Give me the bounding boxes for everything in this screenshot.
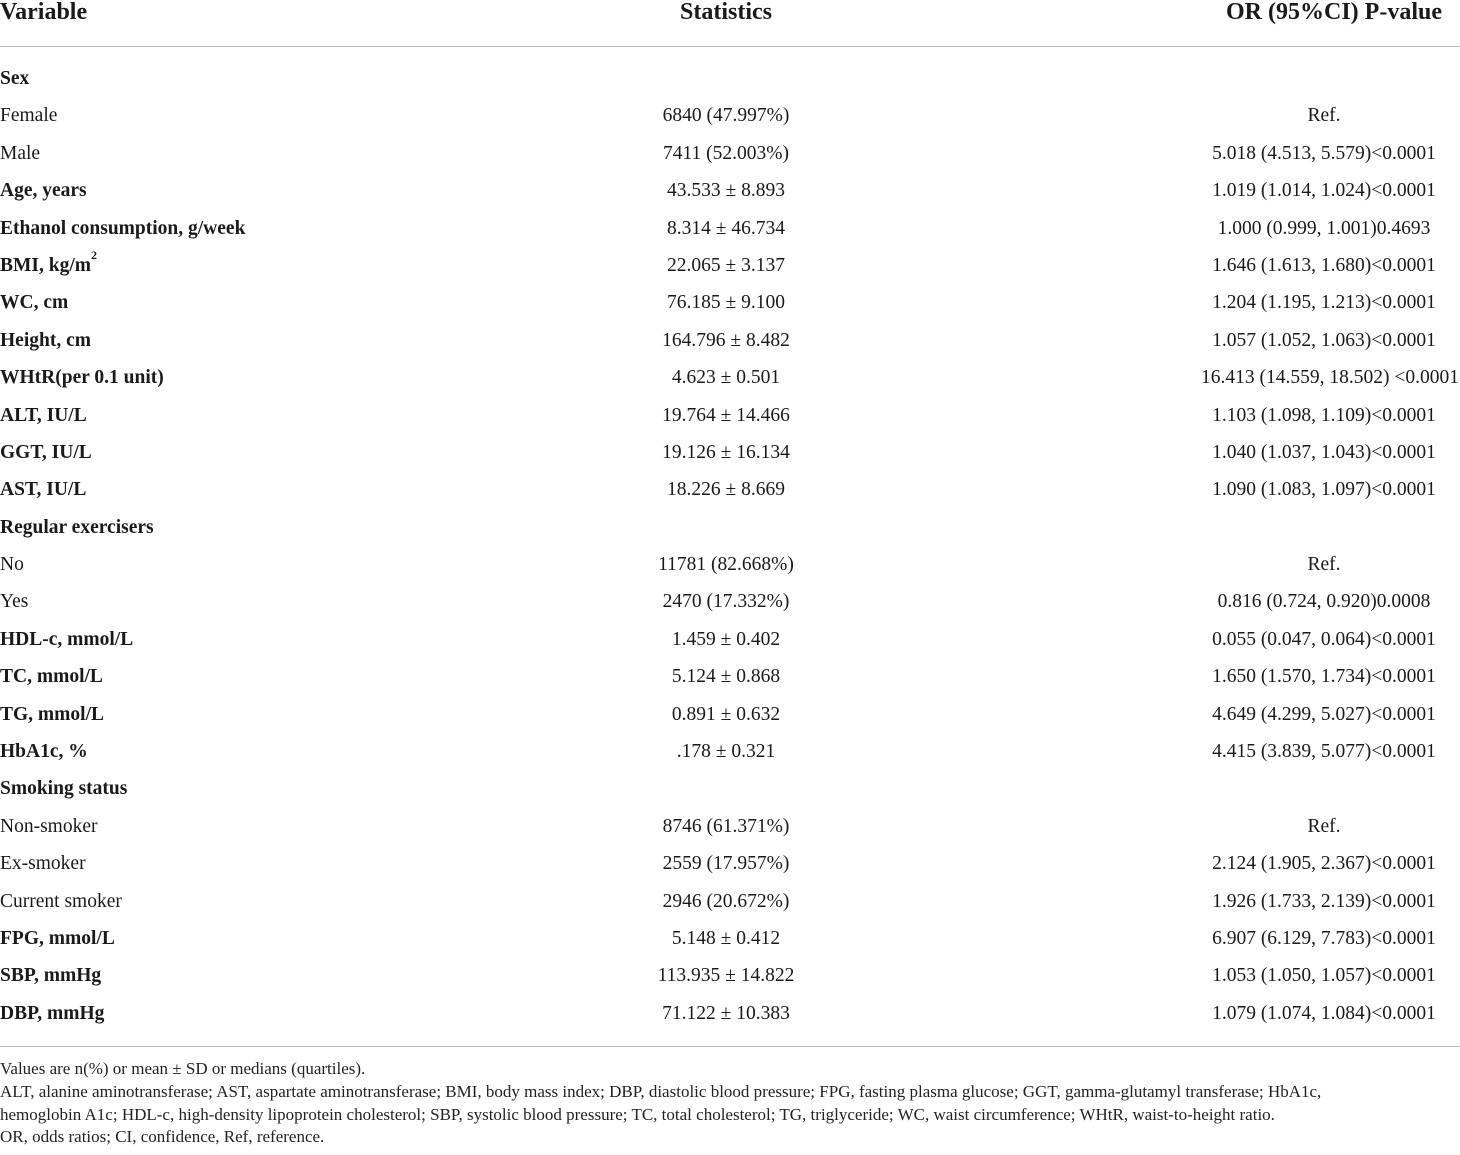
footer-divider [0,1046,1460,1047]
statistics-cell: 6840 (47.997%) [662,105,790,127]
table-row [0,69,1460,106]
header-statistics: Statistics [680,0,772,25]
table-row [0,592,1460,629]
or-pvalue-cell: Ref. [1307,105,1341,127]
or-pvalue-cell: 1.090 (1.083, 1.097)<0.0001 [1212,479,1436,501]
superscript: 2 [91,248,98,263]
variable-label: Female [0,105,58,127]
statistics-cell: 164.796 ± 8.482 [662,329,790,351]
table-row [0,480,1460,517]
or-pvalue-cell: 1.926 (1.733, 2.139)<0.0001 [1212,890,1436,912]
variable-label: Male [0,142,41,164]
variable-cell [0,742,88,762]
variable-label: TG, mmol/L [0,703,105,725]
statistics-cell: .178 ± 0.321 [676,741,776,763]
or-pvalue-cell: 1.650 (1.570, 1.734)<0.0001 [1212,666,1436,688]
variable-cell [0,892,122,912]
variable-label: Ethanol consumption, g/week [0,217,246,239]
variable-cell [0,368,164,388]
or-pvalue-cell: 0.055 (0.047, 0.064)<0.0001 [1212,628,1436,650]
or-pvalue-cell: 1.646 (1.613, 1.680)<0.0001 [1212,254,1436,276]
variable-cell [0,69,29,89]
variable-cell [0,966,101,986]
statistics-cell: 11781 (82.668%) [658,554,794,576]
statistics-cell: 43.533 ± 8.893 [667,180,785,202]
statistics-cell: 71.122 ± 10.383 [662,1002,790,1024]
variable-label: SBP, mmHg [0,965,102,987]
variable-label: WC, cm [0,292,69,314]
variable-label: AST, IU/L [0,479,87,501]
variable-cell [0,248,98,276]
variable-label: Age, years [0,180,87,202]
statistics-cell: 4.623 ± 0.501 [671,367,781,389]
table-row [0,248,1460,293]
or-pvalue-cell: 1.057 (1.052, 1.063)<0.0001 [1212,329,1436,351]
or-pvalue-cell: 1.079 (1.074, 1.084)<0.0001 [1212,1002,1436,1024]
variable-cell [0,630,133,650]
or-pvalue-cell: 1.040 (1.037, 1.043)<0.0001 [1212,441,1436,463]
or-pvalue-cell: 0.816 (0.724, 0.920)0.0008 [1217,591,1431,613]
header-or-pvalue: OR (95%CI) P-value [1226,0,1442,25]
statistics-cell: 76.185 ± 9.100 [667,292,785,314]
table-row [0,892,1460,929]
statistics-cell: 1.459 ± 0.402 [671,628,781,650]
header-variable: Variable [0,0,88,25]
table-row [0,929,1460,966]
table-row [0,817,1460,854]
statistics-cell: 22.065 ± 3.137 [667,254,785,276]
variable-cell [0,1004,104,1024]
variable-cell [0,667,103,687]
variable-label: FPG, mmol/L [0,927,115,949]
variable-cell [0,555,24,575]
table-row [0,106,1460,143]
footnote-line: Values are n(%) or mean ± SD or medians (quartiles). [0,1059,366,1078]
statistics-cell: 0.891 ± 0.632 [671,703,781,725]
variable-label: BMI, kg/m [0,254,92,276]
variable-cell [0,443,92,463]
statistics-cell: 5.148 ± 0.412 [671,927,781,949]
statistics-cell: 5.124 ± 0.868 [671,666,781,688]
or-pvalue-cell: Ref. [1307,815,1341,837]
table-row [0,181,1460,218]
statistics-cell: 7411 (52.003%) [662,142,789,164]
table-row [0,854,1460,891]
variable-label: Current smoker [0,890,122,912]
table-row [0,219,1460,256]
statistics-cell: 2470 (17.332%) [662,591,790,613]
variable-label: HDL-c, mmol/L [0,628,134,650]
footnote-line: OR, odds ratios; CI, confidence, Ref, reference. [0,1127,325,1147]
or-pvalue-cell: 1.204 (1.195, 1.213)<0.0001 [1212,292,1436,314]
or-pvalue-cell: Ref. [1307,554,1341,576]
statistics-cell: 2559 (17.957%) [662,853,790,875]
variable-cell [0,331,91,351]
statistics-cell: 2946 (20.672%) [662,890,790,912]
variable-label: Smoking status [0,778,128,800]
table-row [0,667,1460,704]
table-footnotes [0,1058,1460,1149]
variable-label: DBP, mmHg [0,1002,105,1024]
statistics-cell: 18.226 ± 8.669 [667,479,785,501]
table-row [0,779,1460,816]
variable-cell [0,779,127,799]
footnote-line: ALT, alanine aminotransferase; AST, aspartate aminotransferase; BMI, body mass index; DBP, diastolic blood pressure; FPG, fasting plasma glucose; GGT, gamma-glutamyl transferase; HbA1c, [0,1081,1322,1101]
or-pvalue-cell: 2.124 (1.905, 2.367)<0.0001 [1212,853,1436,875]
statistics-cell: 8.314 ± 46.734 [667,217,785,239]
table-row [0,518,1460,555]
variable-label: ALT, IU/L [0,404,87,426]
table-header [0,0,1460,47]
or-pvalue-cell: 1.103 (1.098, 1.109)<0.0001 [1212,404,1436,426]
variable-cell [0,293,68,313]
variable-cell [0,144,40,164]
table-row [0,368,1460,405]
table-row [0,1004,1460,1041]
or-pvalue-cell: 6.907 (6.129, 7.783)<0.0001 [1212,927,1436,949]
or-pvalue-cell: 5.018 (4.513, 5.579)<0.0001 [1212,142,1436,164]
variable-cell [0,705,104,725]
table-row [0,705,1460,742]
table-row [0,144,1460,181]
table-row [0,630,1460,667]
statistics-cell: 8746 (61.371%) [662,815,790,837]
variable-cell [0,219,245,239]
variable-label: GGT, IU/L [0,441,92,463]
variable-cell [0,181,87,201]
table-row [0,406,1460,443]
table-row [0,742,1460,779]
or-pvalue-cell: 4.415 (3.839, 5.077)<0.0001 [1212,741,1436,763]
variable-label: HbA1c, % [0,741,88,763]
variable-label: Ex-smoker [0,853,86,875]
footnote-line: hemoglobin A1c; HDL-c, high-density lipoprotein cholesterol; SBP, systolic blood pressure; TC, total cholesterol; TG, triglyceride; WC, waist circumference; WHtR, waist-to-height ratio. [0,1104,1275,1124]
variable-cell [0,106,57,126]
variable-label: Yes [0,591,29,613]
variable-label: Regular exercisers [0,516,154,538]
table-row [0,555,1460,592]
table-row [0,443,1460,480]
variable-cell [0,592,28,612]
or-pvalue-cell: 1.053 (1.050, 1.057)<0.0001 [1212,965,1436,987]
or-pvalue-cell: 16.413 (14.559, 18.502) <0.0001 [1201,367,1459,389]
statistics-cell: 19.126 ± 16.134 [662,441,790,463]
table-body [0,47,1460,1041]
table-row [0,331,1460,368]
variable-cell [0,518,154,538]
variable-cell [0,854,86,874]
variable-label: No [0,554,24,576]
or-pvalue-cell: 4.649 (4.299, 5.027)<0.0001 [1212,703,1436,725]
variable-cell [0,817,97,837]
variable-label: Non-smoker [0,815,98,837]
variable-cell [0,406,87,426]
variable-cell [0,929,115,949]
table-row [0,293,1460,330]
variable-label: WHtR(per 0.1 unit) [0,367,164,389]
table-row [0,966,1460,1003]
or-pvalue-cell: 1.019 (1.014, 1.024)<0.0001 [1212,180,1436,202]
variable-label: Height, cm [0,329,91,351]
statistics-cell: 113.935 ± 14.822 [657,965,795,987]
statistics-cell: 19.764 ± 14.466 [662,404,790,426]
variable-label: Sex [0,68,30,89]
variable-label: TC, mmol/L [0,666,103,688]
or-pvalue-cell: 1.000 (0.999, 1.001)0.4693 [1217,217,1431,239]
variable-cell [0,480,86,500]
